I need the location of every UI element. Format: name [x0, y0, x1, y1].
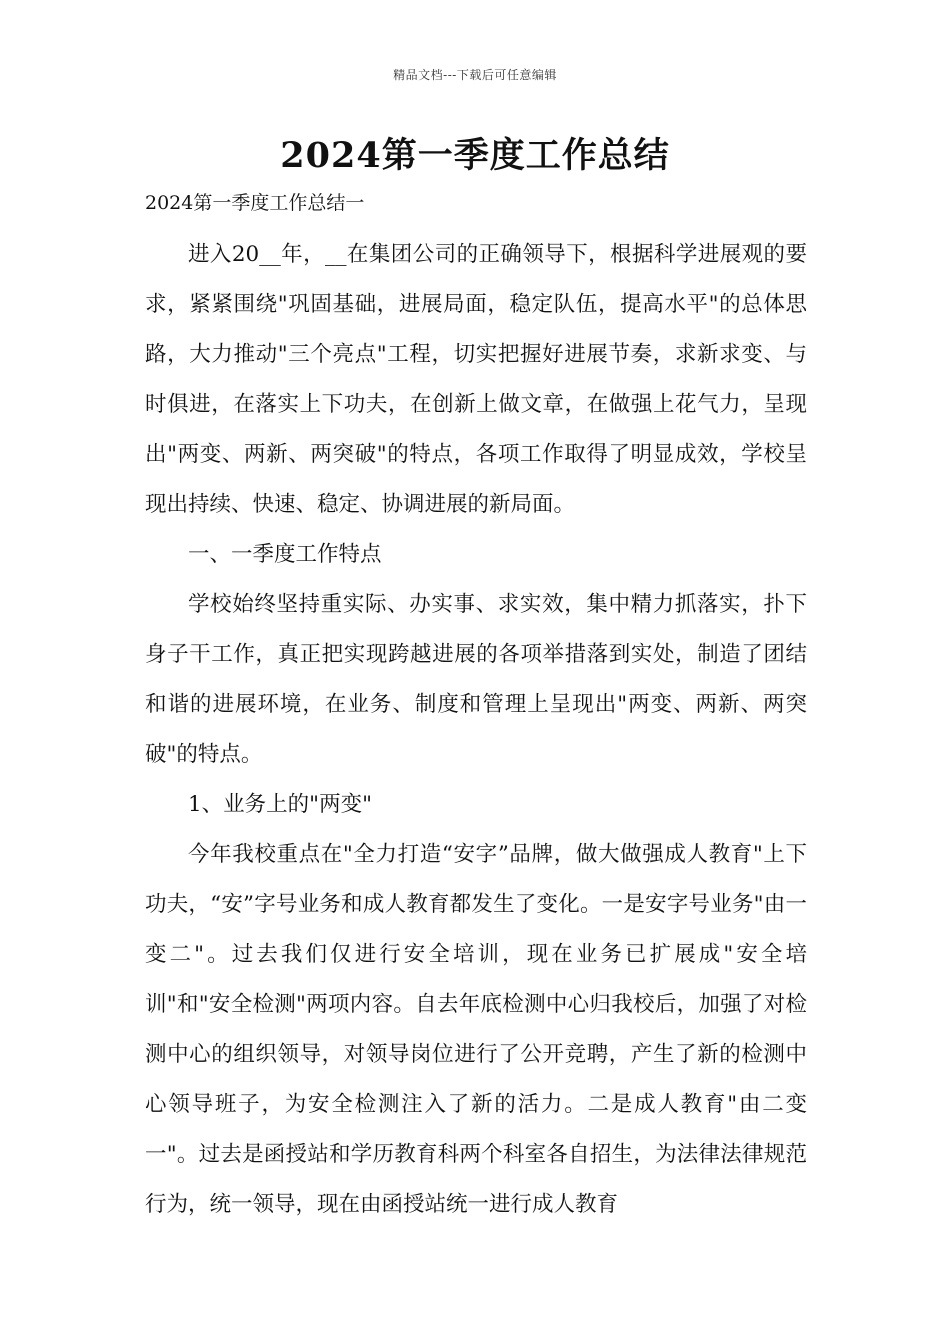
document-subtitle: 2024第一季度工作总结一	[145, 192, 365, 214]
paragraph-intro: 进入20__年，__在集团公司的正确领导下，根据科学进展观的要求，紧紧围绕"巩固基础，进展局面，稳定队伍，提高水平"的总体思路，大力推动"三个亮点"工程，切实把握好进展节奏，求新求变、与时俱进，在落实上下功夫，在创新上做文章，在做强上花气力，呈现出"两变、两新、两突破"的特点，各项工作取得了明显成效，学校呈现出持续、快速、稳定、协调进展的新局面。	[145, 242, 807, 517]
document-title: 2024第一季度工作总结	[280, 135, 670, 176]
section-heading-1: 一、一季度工作特点	[188, 542, 382, 567]
paragraph-features: 学校始终坚持重实际、办实事、求实效，集中精力抓落实，扑下身子干工作，真正把实现跨越进展的各项举措落到实处，制造了团结和谐的进展环境，在业务、制度和管理上呈现出"两变、两新、两突破"的特点。	[145, 592, 807, 767]
subsection-heading-1: 1、业务上的"两变"	[188, 792, 372, 817]
paragraph-business: 今年我校重点在"全力打造“安字”品牌，做大做强成人教育"上下功夫，“安”字号业务和成人教育都发生了变化。一是安字号业务"由一变二"。过去我们仅进行安全培训，现在业务已扩展成"安全培训"和"安全检测"两项内容。自去年底检测中心归我校后，加强了对检测中心的组织领导，对领导岗位进行了公开竞聘，产生了新的检测中心领导班子，为安全检测注入了新的活力。二是成人教育"由二变一"。过去是函授站和学历教育科两个科室各自招生，为法律法律规范行为，统一领导，现在由函授站统一进行成人教育	[145, 842, 807, 1217]
header-note: 精品文档---下载后可任意编辑	[393, 68, 557, 82]
document-body	[145, 230, 807, 1230]
